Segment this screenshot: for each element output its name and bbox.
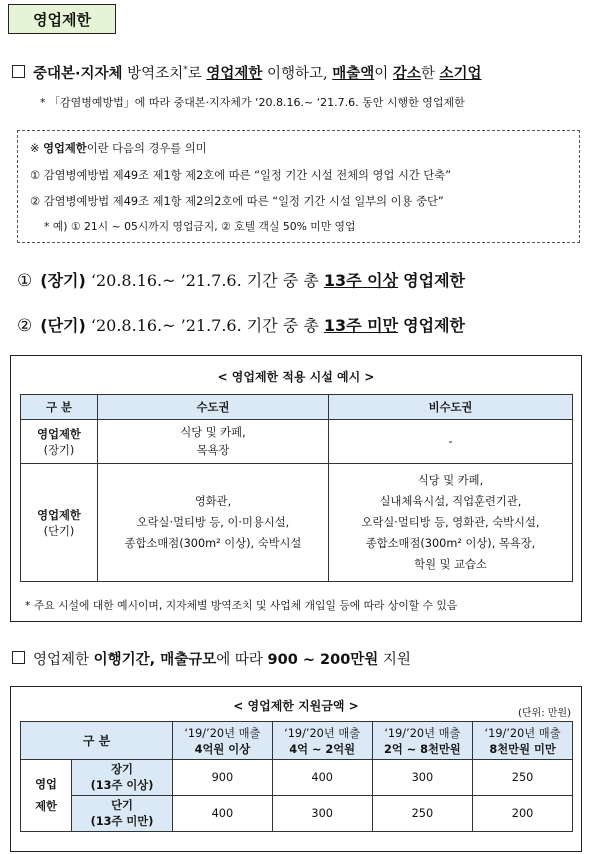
amount-cell: 250 bbox=[372, 796, 473, 832]
header-col-2: ‘19/’20년 매출 4억 ~ 2억원 bbox=[272, 722, 372, 760]
facility-table-title: < 영업제한 적용 시설 예시 > bbox=[217, 370, 375, 384]
section-title: 영업제한 bbox=[8, 4, 116, 34]
amount-cell: 400 bbox=[272, 760, 372, 796]
support-table bbox=[20, 721, 573, 832]
cell-noncapital-short: 식당 및 카페, 실내체육시설, 직업훈련기관, 오락실·멀티방 등, 영화관, 숙박시설, 종합소매점(300m² 이상), 목욕장, 학원 및 교습소 bbox=[329, 464, 573, 582]
item-long-term: ① (장기) ‘20.8.16.~ ’21.7.6. 기간 중 총 13주 이상 영업제한 bbox=[17, 271, 465, 291]
item-short-term: ② (단기) ‘20.8.16.~ ’21.7.6. 기간 중 총 13주 미만 영업제한 bbox=[17, 316, 465, 336]
amount-cell: 300 bbox=[372, 760, 473, 796]
row-label-short: 단기 (13주 미만) bbox=[72, 796, 173, 832]
definition-box bbox=[17, 130, 580, 243]
unit-label: (단위: 만원) bbox=[518, 708, 571, 719]
definition-heading: ※ 영업제한이란 다음의 경우를 의미 bbox=[30, 142, 207, 155]
cell-capital-long: 식당 및 카페, 목욕장 bbox=[98, 420, 329, 464]
amount-cell: 200 bbox=[473, 796, 573, 832]
header-col-3: ‘19/’20년 매출 2억 ~ 8천만원 bbox=[372, 722, 473, 760]
facility-table bbox=[20, 394, 573, 582]
header-noncapital: 비수도권 bbox=[329, 395, 573, 420]
header-capital: 수도권 bbox=[98, 395, 329, 420]
cell-capital-short: 영화관, 오락실·멀티방 등, 이·미용시설, 종합소매점(300m² 이상), 숙박시설 bbox=[98, 464, 329, 582]
checkbox-square-icon bbox=[12, 651, 25, 664]
headline-target: 중대본·지자체 방역조치*로 영업제한 이행하고, 매출액이 감소한 소기업 bbox=[12, 62, 482, 83]
facility-example-panel bbox=[10, 355, 582, 622]
amount-cell: 400 bbox=[173, 796, 273, 832]
row-label-short: 영업제한 (단기) bbox=[21, 464, 98, 582]
definition-item-2: ② 감염병예방법 제49조 제1항 제2의2호에 따른 “일정 기간 시설 일부의 이용 중단” bbox=[30, 195, 444, 208]
definition-item-1: ① 감염병예방법 제49조 제1항 제2호에 따른 “일정 기간 시설 전체의 영업 시간 단축” bbox=[30, 169, 452, 182]
checkbox-square-icon bbox=[12, 65, 25, 78]
amount-cell: 900 bbox=[173, 760, 273, 796]
header-col-4: ‘19/’20년 매출 8천만원 미만 bbox=[473, 722, 573, 760]
cell-noncapital-long: - bbox=[329, 420, 573, 464]
row-label-long: 장기 (13주 이상) bbox=[72, 760, 173, 796]
support-table-title: < 영업제한 지원금액 > bbox=[233, 699, 359, 713]
header-corner: 구 분 bbox=[21, 722, 173, 760]
row-label-long: 영업제한 (장기) bbox=[21, 420, 98, 464]
definition-example: * 예) ① 21시 ~ 05시까지 영업금지, ② 호텔 객실 50% 미만 영업 bbox=[44, 220, 356, 233]
facility-footnote: * 주요 시설에 대한 예시이며, 지자체별 방역조치 및 사업체 개입일 등에 따라 상이할 수 있음 bbox=[25, 599, 458, 612]
header-col-1: ‘19/’20년 매출 4억원 이상 bbox=[173, 722, 273, 760]
group-label: 영업 제한 bbox=[21, 760, 72, 832]
footnote-law: * 「감염병예방법」에 따라 중대본·지자체가 ‘20.8.16.~ ‘21.7.6. 동안 시행한 영업제한 bbox=[40, 96, 465, 109]
headline-support: 영업제한 이행기간, 매출규모에 따라 900 ~ 200만원 지원 bbox=[12, 648, 411, 669]
amount-cell: 300 bbox=[272, 796, 372, 832]
support-amount-panel bbox=[10, 686, 582, 852]
header-category: 구 분 bbox=[21, 395, 98, 420]
amount-cell: 250 bbox=[473, 760, 573, 796]
